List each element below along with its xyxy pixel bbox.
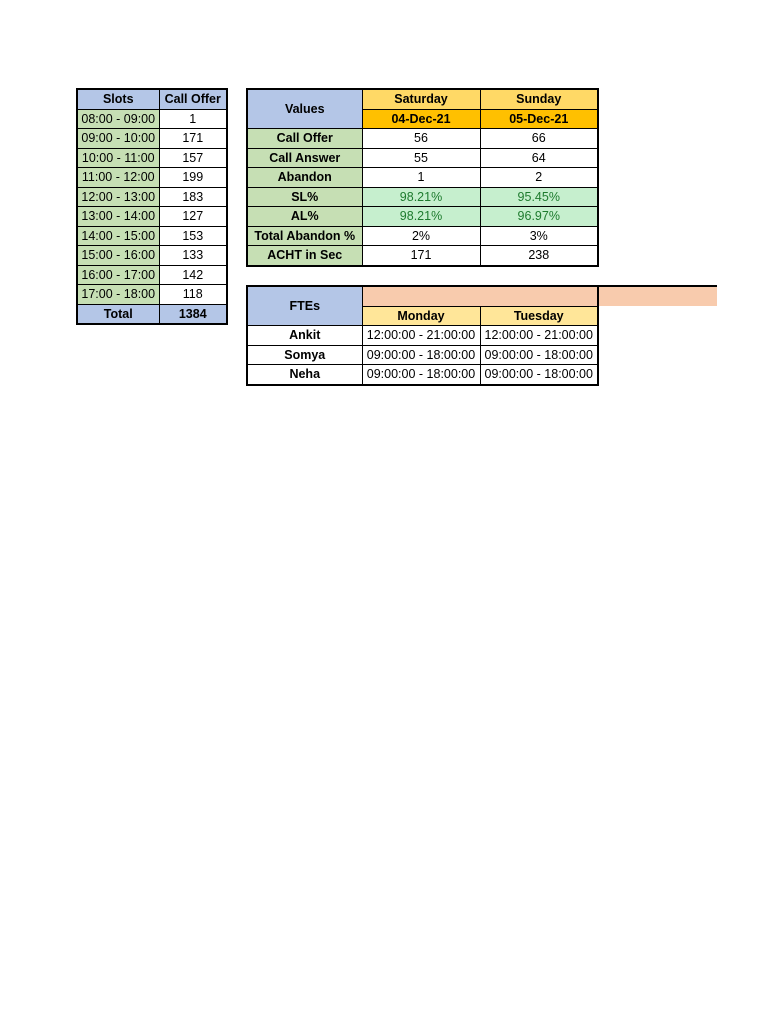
- metric-value[interactable]: 238: [480, 246, 598, 266]
- call-offer-cell[interactable]: 118: [159, 285, 227, 305]
- call-offer-cell[interactable]: 171: [159, 129, 227, 149]
- table-row: [247, 207, 598, 227]
- metric-value[interactable]: 66: [480, 129, 598, 149]
- slot-cell[interactable]: 14:00 - 15:00: [77, 226, 159, 246]
- total-label[interactable]: Total: [77, 304, 159, 324]
- table-row: [247, 246, 598, 266]
- values-day-row: [247, 89, 598, 109]
- metric-value[interactable]: 2: [480, 168, 598, 188]
- table-row: [247, 129, 598, 149]
- table-row: [77, 187, 227, 207]
- metric-value[interactable]: 64: [480, 148, 598, 168]
- metric-value[interactable]: 1: [362, 168, 480, 188]
- metric-value[interactable]: 171: [362, 246, 480, 266]
- table-row: [247, 226, 598, 246]
- metric-label[interactable]: ACHT in Sec: [247, 246, 362, 266]
- saturday-date[interactable]: 04-Dec-21: [362, 109, 480, 129]
- table-row: [77, 246, 227, 266]
- slot-cell[interactable]: 12:00 - 13:00: [77, 187, 159, 207]
- slot-cell[interactable]: 08:00 - 09:00: [77, 109, 159, 129]
- tuesday-header[interactable]: Tuesday: [480, 306, 598, 326]
- metric-label[interactable]: SL%: [247, 187, 362, 207]
- table-row: [77, 226, 227, 246]
- ftes-top-row: [247, 286, 598, 306]
- table-row: [247, 148, 598, 168]
- slot-cell[interactable]: 11:00 - 12:00: [77, 168, 159, 188]
- metric-value[interactable]: 96.97%: [480, 207, 598, 227]
- sunday-date[interactable]: 05-Dec-21: [480, 109, 598, 129]
- table-row: [247, 168, 598, 188]
- shift-cell[interactable]: 09:00:00 - 18:00:00: [362, 345, 480, 365]
- call-offer-cell[interactable]: 1: [159, 109, 227, 129]
- shift-cell[interactable]: 12:00:00 - 21:00:00: [480, 326, 598, 346]
- fte-name[interactable]: Neha: [247, 365, 362, 385]
- shift-cell[interactable]: 12:00:00 - 21:00:00: [362, 326, 480, 346]
- call-offer-cell[interactable]: 127: [159, 207, 227, 227]
- table-row: [77, 148, 227, 168]
- slot-cell[interactable]: 13:00 - 14:00: [77, 207, 159, 227]
- slot-cell[interactable]: 16:00 - 17:00: [77, 265, 159, 285]
- table-row: [247, 326, 598, 346]
- metric-label[interactable]: AL%: [247, 207, 362, 227]
- metric-value[interactable]: 98.21%: [362, 187, 480, 207]
- saturday-header[interactable]: Saturday: [362, 89, 480, 109]
- call-offer-cell[interactable]: 199: [159, 168, 227, 188]
- values-corner-header[interactable]: Values: [247, 89, 362, 129]
- total-row: [77, 304, 227, 324]
- table-row: [77, 265, 227, 285]
- metric-label[interactable]: Abandon: [247, 168, 362, 188]
- call-offer-cell[interactable]: 157: [159, 148, 227, 168]
- metric-value[interactable]: 55: [362, 148, 480, 168]
- table-row: [247, 365, 598, 385]
- ftes-table: [246, 285, 599, 386]
- ftes-corner-header[interactable]: FTEs: [247, 286, 362, 326]
- slot-cell[interactable]: 10:00 - 11:00: [77, 148, 159, 168]
- sunday-header[interactable]: Sunday: [480, 89, 598, 109]
- slot-cell[interactable]: 09:00 - 10:00: [77, 129, 159, 149]
- slots-header[interactable]: Slots: [77, 89, 159, 109]
- table-row: [77, 168, 227, 188]
- metric-label[interactable]: Call Answer: [247, 148, 362, 168]
- table-row: [77, 207, 227, 227]
- fte-name[interactable]: Ankit: [247, 326, 362, 346]
- table-row: [247, 187, 598, 207]
- slots-table: [76, 88, 228, 325]
- monday-header[interactable]: Monday: [362, 306, 480, 326]
- table-row: [77, 285, 227, 305]
- metric-value[interactable]: 2%: [362, 226, 480, 246]
- total-value[interactable]: 1384: [159, 304, 227, 324]
- fte-name[interactable]: Somya: [247, 345, 362, 365]
- table-row: [77, 109, 227, 129]
- ftes-top-blank[interactable]: [362, 286, 598, 306]
- call-offer-cell[interactable]: 142: [159, 265, 227, 285]
- table-row: [247, 345, 598, 365]
- values-table: [246, 88, 599, 267]
- metric-value[interactable]: 95.45%: [480, 187, 598, 207]
- call-offer-header[interactable]: Call Offer: [159, 89, 227, 109]
- call-offer-cell[interactable]: 153: [159, 226, 227, 246]
- slots-header-row: [77, 89, 227, 109]
- slot-cell[interactable]: 17:00 - 18:00: [77, 285, 159, 305]
- metric-label[interactable]: Total Abandon %: [247, 226, 362, 246]
- metric-label[interactable]: Call Offer: [247, 129, 362, 149]
- slot-cell[interactable]: 15:00 - 16:00: [77, 246, 159, 266]
- shift-cell[interactable]: 09:00:00 - 18:00:00: [480, 345, 598, 365]
- call-offer-cell[interactable]: 133: [159, 246, 227, 266]
- shift-cell[interactable]: 09:00:00 - 18:00:00: [480, 365, 598, 385]
- call-offer-cell[interactable]: 183: [159, 187, 227, 207]
- metric-value[interactable]: 56: [362, 129, 480, 149]
- metric-value[interactable]: 98.21%: [362, 207, 480, 227]
- shift-cell[interactable]: 09:00:00 - 18:00:00: [362, 365, 480, 385]
- metric-value[interactable]: 3%: [480, 226, 598, 246]
- table-row: [77, 129, 227, 149]
